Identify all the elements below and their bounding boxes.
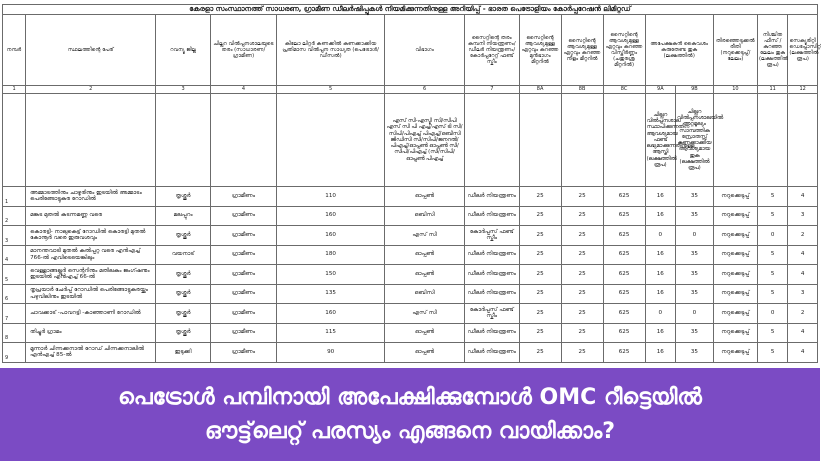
column-number: 9B <box>676 86 714 94</box>
cell-category: ഓപ്പൺ <box>385 245 465 265</box>
cell-sl: 1 <box>3 187 26 207</box>
note-cell <box>465 94 520 187</box>
cell-sl: 9 <box>3 343 26 363</box>
cell-area: 625 <box>603 323 645 343</box>
cell-depth: 25 <box>561 284 603 304</box>
table-row <box>3 284 818 304</box>
cell-sl: 8 <box>3 323 26 343</box>
cell-fee: 5 <box>757 245 787 265</box>
column-header: സെക്യൂരിറ്റി ഡെപ്പോസിറ്റ് (ലക്ഷത്തിൽ രൂപ) <box>788 15 818 86</box>
cell-sl: 6 <box>3 284 26 304</box>
cell-area: 625 <box>603 265 645 285</box>
cell-deposit: 2 <box>788 304 818 324</box>
cell-funds: 16 <box>645 323 675 343</box>
column-header: സൈറ്റിന്റെ ആവശ്യമുള്ള ഏറ്റവും കുറഞ്ഞ വിസ്തീർണ്ണം (ചതുരശ്ര മീറ്ററിൽ) <box>603 15 645 86</box>
column-number: 11 <box>757 86 787 94</box>
cell-mode: നറുക്കെടുപ്പ് <box>713 226 757 246</box>
column-header: കിലോ ലിറ്റർ കണക്കിൽ കണക്കാക്കിയ പ്രതിമാസ വിൽപ്പന സാധ്യത (പെട്രോൾ/ഡീസൽ) <box>277 15 385 86</box>
cell-networth: 35 <box>676 187 714 207</box>
cell-mode: നറുക്കെടുപ്പ് <box>713 206 757 226</box>
cell-sales: 160 <box>277 304 385 324</box>
column-header: വിഭാഗം <box>385 15 465 86</box>
cell-area: 625 <box>603 187 645 207</box>
cell-category: ഒബിസി <box>385 284 465 304</box>
cell-depth: 25 <box>561 206 603 226</box>
column-number: 2 <box>26 86 156 94</box>
cell-site: ഡീലർ നിയന്ത്രണം <box>465 206 520 226</box>
cell-category: ഓപ്പൺ <box>385 343 465 363</box>
column-header: റവന്യൂ ജില്ല <box>156 15 211 86</box>
column-header: അപേക്ഷകൻ കൈവശം കരുതേണ്ട തുക (ലക്ഷത്തിൽ) <box>645 15 713 86</box>
cell-networth: 35 <box>676 265 714 285</box>
note-cell <box>26 94 156 187</box>
cell-type: ഗ്രാമീണം <box>210 343 276 363</box>
column-header: തിരഞ്ഞെടുക്കൽ രീതി (നറുക്കെടുപ്പ്/ലേലം) <box>713 15 757 86</box>
cell-district: തൃശ്ശൂർ <box>156 187 211 207</box>
cell-site: കോർപ്പസ് ഫണ്ട് സ്കീം <box>465 304 520 324</box>
column-header: സൈറ്റിന്റെ ആവശ്യമുള്ള ഏറ്റവും കുറഞ്ഞ മുൻഭാഗം മീറ്ററിൽ <box>519 15 561 86</box>
cell-category: ഒബിസി <box>385 206 465 226</box>
cell-funds: 0 <box>645 226 675 246</box>
cell-area: 625 <box>603 343 645 363</box>
cell-location: വെള്ളാങ്ങല്ലൂർ സെന്ററിനും മതിലകം ജംഗ്ഷനും ഇടയിൽ എൻഎച്ച് 66-ൽ <box>26 265 156 285</box>
column-number: 1 <box>3 86 26 94</box>
cell-location: കൊരട്ടി- നാലുകെട്ട് റോഡിൽ കൊരട്ടി മുതൽ കോനൂർ വരെ ഇരുവശവും <box>26 226 156 246</box>
cell-category: ഓപ്പൺ <box>385 265 465 285</box>
headline-banner <box>0 368 820 461</box>
table-row <box>3 323 818 343</box>
table-row <box>3 304 818 324</box>
banner-line-2: ഔട്ട്‌ലെറ്റ് പരസ്യം എങ്ങനെ വായിക്കാം? <box>204 418 616 444</box>
cell-district: മലപ്പുറം <box>156 206 211 226</box>
cell-site: ഡീലർ നിയന്ത്രണം <box>465 343 520 363</box>
cell-site: ഡീലർ നിയന്ത്രണം <box>465 284 520 304</box>
banner-line-1: പെട്രോൾ പമ്പിനായി അപേക്ഷിക്കുമ്പോൾ OMC റീട്ടെയിൽ <box>118 384 702 410</box>
cell-networth: 0 <box>676 304 714 324</box>
cell-fee: 0 <box>757 226 787 246</box>
cell-sl: 4 <box>3 245 26 265</box>
column-number: 8B <box>561 86 603 94</box>
column-number: 6 <box>385 86 465 94</box>
category-note: എസ് സി-എസ്ടി സി/സിപി എസ് സി പി എച്ച്/എസ് ടി സി/സിപി/പിഎച്ച് പിഎച്ച്/ഒബിസി ജിഡിസി സി/സിപി/ജനറൽ/പിഎച്ച്/ഓപ്പൺ ഓപ്പൺ സി/സിപി/പിഎച്ച് (സി/സിപി/ഓപ്പൺ പിഎച്ച് <box>385 94 465 187</box>
column-number: 10 <box>713 86 757 94</box>
column-number: 5 <box>277 86 385 94</box>
cell-funds: 16 <box>645 343 675 363</box>
cell-deposit: 3 <box>788 206 818 226</box>
cell-district: തൃശ്ശൂർ <box>156 323 211 343</box>
cell-area: 625 <box>603 245 645 265</box>
cell-networth: 0 <box>676 226 714 246</box>
cell-category: ഓപ്പൺ <box>385 187 465 207</box>
cell-funds: 16 <box>645 245 675 265</box>
column-header: നിശ്ചിത ഫീസ് / കുറഞ്ഞ ലേലം തുക (ലക്ഷത്തിൽ രൂപ) <box>757 15 787 86</box>
cell-funds: 16 <box>645 284 675 304</box>
cell-funds: 16 <box>645 265 675 285</box>
cell-frontage: 25 <box>519 206 561 226</box>
cell-mode: നറുക്കെടുപ്പ് <box>713 323 757 343</box>
cell-district: തൃശ്ശൂർ <box>156 284 211 304</box>
cell-type: ഗ്രാമീണം <box>210 323 276 343</box>
note-cell <box>561 94 603 187</box>
column-number: 4 <box>210 86 276 94</box>
networth-note: ചില്ലറ വിൽപ്പനശാലയിൽ അറ്റമൂല്യം സാമ്പത്തിക സ്രോതസ്സ് കണക്കാക്കിയ ആവശ്യമായ തുക (ലക്ഷത്തിൽ രൂപ) <box>676 94 714 187</box>
cell-location: മൂന്നാർ ചിന്നക്കനാൽ റോഡ് ചിന്നക്കനാലിൽ എൻഎച്ച് 85-ൽ <box>26 343 156 363</box>
cell-district: വയനാട് <box>156 245 211 265</box>
cell-location: മാനന്തവാടി മുതൽ കൽപ്പറ്റ വരെ എൻഎച്ച് 766-ൽ എവിടെയെങ്കിലും <box>26 245 156 265</box>
cell-funds: 16 <box>645 206 675 226</box>
cell-location: ചാവക്കാട് -പാവറട്ടി -കാഞ്ഞാണി റോഡിൽ <box>26 304 156 324</box>
cell-frontage: 25 <box>519 265 561 285</box>
cell-type: ഗ്രാമീണം <box>210 206 276 226</box>
cell-mode: നറുക്കെടുപ്പ് <box>713 343 757 363</box>
note-cell <box>156 94 211 187</box>
column-header: സ്ഥലത്തിന്റെ പേര് <box>26 15 156 86</box>
cell-funds: 0 <box>645 304 675 324</box>
dealership-table <box>2 4 821 363</box>
note-cell <box>3 94 26 187</box>
cell-deposit: 4 <box>788 187 818 207</box>
table-row <box>3 265 818 285</box>
note-cell <box>788 94 818 187</box>
cell-fee: 5 <box>757 323 787 343</box>
cell-sales: 180 <box>277 245 385 265</box>
cell-depth: 25 <box>561 226 603 246</box>
cell-fee: 5 <box>757 187 787 207</box>
cell-area: 625 <box>603 226 645 246</box>
column-number: 9A <box>645 86 675 94</box>
cell-frontage: 25 <box>519 245 561 265</box>
cell-location: അമ്മാടത്തിനും ചാഴൂരിനും ഇടയിൽ അമ്മാടം പെരിങ്ങോട്ടുകര റോഡിൽ <box>26 187 156 207</box>
cell-district: തൃശ്ശൂർ <box>156 265 211 285</box>
cell-sales: 110 <box>277 187 385 207</box>
cell-frontage: 25 <box>519 304 561 324</box>
cell-deposit: 3 <box>788 284 818 304</box>
note-cell <box>210 94 276 187</box>
cell-site: ഡീലർ നിയന്ത്രണം <box>465 187 520 207</box>
cell-mode: നറുക്കെടുപ്പ് <box>713 265 757 285</box>
cell-sales: 150 <box>277 265 385 285</box>
table-row <box>3 226 818 246</box>
cell-fee: 0 <box>757 304 787 324</box>
cell-site: കോർപ്പസ് ഫണ്ട് സ്കീം <box>465 226 520 246</box>
cell-location: തിച്ചൂർ ഗ്രാമം <box>26 323 156 343</box>
notification-title: കേരളാ സംസ്ഥാനത്ത് സാധരണ, ഗ്രാമീണ ഡീലർഷിപ്പുകൾ നിയമിക്കുന്നതിനുള്ള അറിയിപ്പ് - ഭാരത പെട്രോളിയം കോർപ്പറേഷൻ ലിമിറ്റഡ് <box>3 5 818 15</box>
cell-type: ഗ്രാമീണം <box>210 304 276 324</box>
cell-type: ഗ്രാമീണം <box>210 187 276 207</box>
column-header: നമ്പർ <box>3 15 26 86</box>
cell-fee: 5 <box>757 343 787 363</box>
cell-networth: 35 <box>676 245 714 265</box>
cell-depth: 25 <box>561 343 603 363</box>
cell-location: മങ്കട മുതൽ കടന്നമണ്ണ വരെ <box>26 206 156 226</box>
column-header: സൈറ്റിന്റെ ആവശ്യമുള്ള ഏറ്റവും കുറഞ്ഞ നീളം മീറ്ററിൽ <box>561 15 603 86</box>
note-cell <box>519 94 561 187</box>
cell-sl: 3 <box>3 226 26 246</box>
cell-deposit: 2 <box>788 226 818 246</box>
cell-mode: നറുക്കെടുപ്പ് <box>713 187 757 207</box>
cell-sl: 2 <box>3 206 26 226</box>
cell-frontage: 25 <box>519 226 561 246</box>
cell-networth: 35 <box>676 284 714 304</box>
cell-mode: നറുക്കെടുപ്പ് <box>713 284 757 304</box>
column-header: ചില്ലറ വിൽപ്പനശാലയുടെ തരം (സാധാരണ/ഗ്രാമീണ) <box>210 15 276 86</box>
cell-depth: 25 <box>561 265 603 285</box>
column-number: 8A <box>519 86 561 94</box>
cell-mode: നറുക്കെടുപ്പ് <box>713 304 757 324</box>
funds-note: ചില്ലറ വിൽപ്പനശാല സ്ഥാപിക്കുന്നതിന് ആവശ്യമായ ഫണ്ട് ലഭ്യമാക്കുന്നതിനുള്ള ആസ്തി (ലക്ഷത്തിൽ രൂപ) <box>645 94 675 187</box>
cell-category: ഓപ്പൺ <box>385 323 465 343</box>
cell-sl: 5 <box>3 265 26 285</box>
cell-frontage: 25 <box>519 284 561 304</box>
cell-mode: നറുക്കെടുപ്പ് <box>713 245 757 265</box>
note-cell <box>757 94 787 187</box>
cell-type: ഗ്രാമീണം <box>210 226 276 246</box>
cell-depth: 25 <box>561 187 603 207</box>
cell-deposit: 4 <box>788 323 818 343</box>
cell-area: 625 <box>603 284 645 304</box>
note-cell <box>713 94 757 187</box>
cell-funds: 16 <box>645 187 675 207</box>
cell-sales: 160 <box>277 226 385 246</box>
column-number: 3 <box>156 86 211 94</box>
cell-depth: 25 <box>561 245 603 265</box>
cell-type: ഗ്രാമീണം <box>210 265 276 285</box>
cell-district: തൃശ്ശൂർ <box>156 226 211 246</box>
cell-depth: 25 <box>561 323 603 343</box>
cell-type: ഗ്രാമീണം <box>210 245 276 265</box>
column-number: 8C <box>603 86 645 94</box>
cell-sl: 7 <box>3 304 26 324</box>
cell-networth: 35 <box>676 206 714 226</box>
cell-site: ഡീലർ നിയന്ത്രണം <box>465 245 520 265</box>
column-number: 12 <box>788 86 818 94</box>
cell-sales: 160 <box>277 206 385 226</box>
cell-frontage: 25 <box>519 343 561 363</box>
table-row <box>3 245 818 265</box>
cell-networth: 35 <box>676 343 714 363</box>
cell-fee: 5 <box>757 265 787 285</box>
cell-district: ഇടുക്കി <box>156 343 211 363</box>
cell-type: ഗ്രാമീണം <box>210 284 276 304</box>
cell-sales: 135 <box>277 284 385 304</box>
cell-category: എസ് സി <box>385 226 465 246</box>
cell-site: ഡീലർ നിയന്ത്രണം <box>465 265 520 285</box>
column-number: 7 <box>465 86 520 94</box>
cell-frontage: 25 <box>519 323 561 343</box>
table-row <box>3 187 818 207</box>
table-row <box>3 206 818 226</box>
note-cell <box>603 94 645 187</box>
cell-sales: 90 <box>277 343 385 363</box>
table-row <box>3 343 818 363</box>
cell-category: എസ് സി <box>385 304 465 324</box>
cell-sales: 115 <box>277 323 385 343</box>
cell-area: 625 <box>603 304 645 324</box>
column-header: സൈറ്റിന്റെ തരം കമ്പനി നിയന്ത്രണം/ ഡീലർ നിയന്ത്രണം/ കോർപ്പറേറ്റ് ഫണ്ട് സ്കീം <box>465 15 520 86</box>
cell-district: തൃശ്ശൂർ <box>156 304 211 324</box>
cell-deposit: 4 <box>788 265 818 285</box>
cell-site: ഡീലർ നിയന്ത്രണം <box>465 323 520 343</box>
cell-networth: 35 <box>676 323 714 343</box>
cell-deposit: 4 <box>788 343 818 363</box>
cell-area: 625 <box>603 206 645 226</box>
cell-deposit: 4 <box>788 245 818 265</box>
cell-frontage: 25 <box>519 187 561 207</box>
note-cell <box>277 94 385 187</box>
cell-depth: 25 <box>561 304 603 324</box>
cell-fee: 5 <box>757 206 787 226</box>
cell-fee: 5 <box>757 284 787 304</box>
cell-location: തൃപ്രയാർ ചേർപ്പ് റോഡിൽ പെരിങ്ങോട്ടുകരയ്ക്കും പഴുവിലിനും ഇടയിൽ <box>26 284 156 304</box>
